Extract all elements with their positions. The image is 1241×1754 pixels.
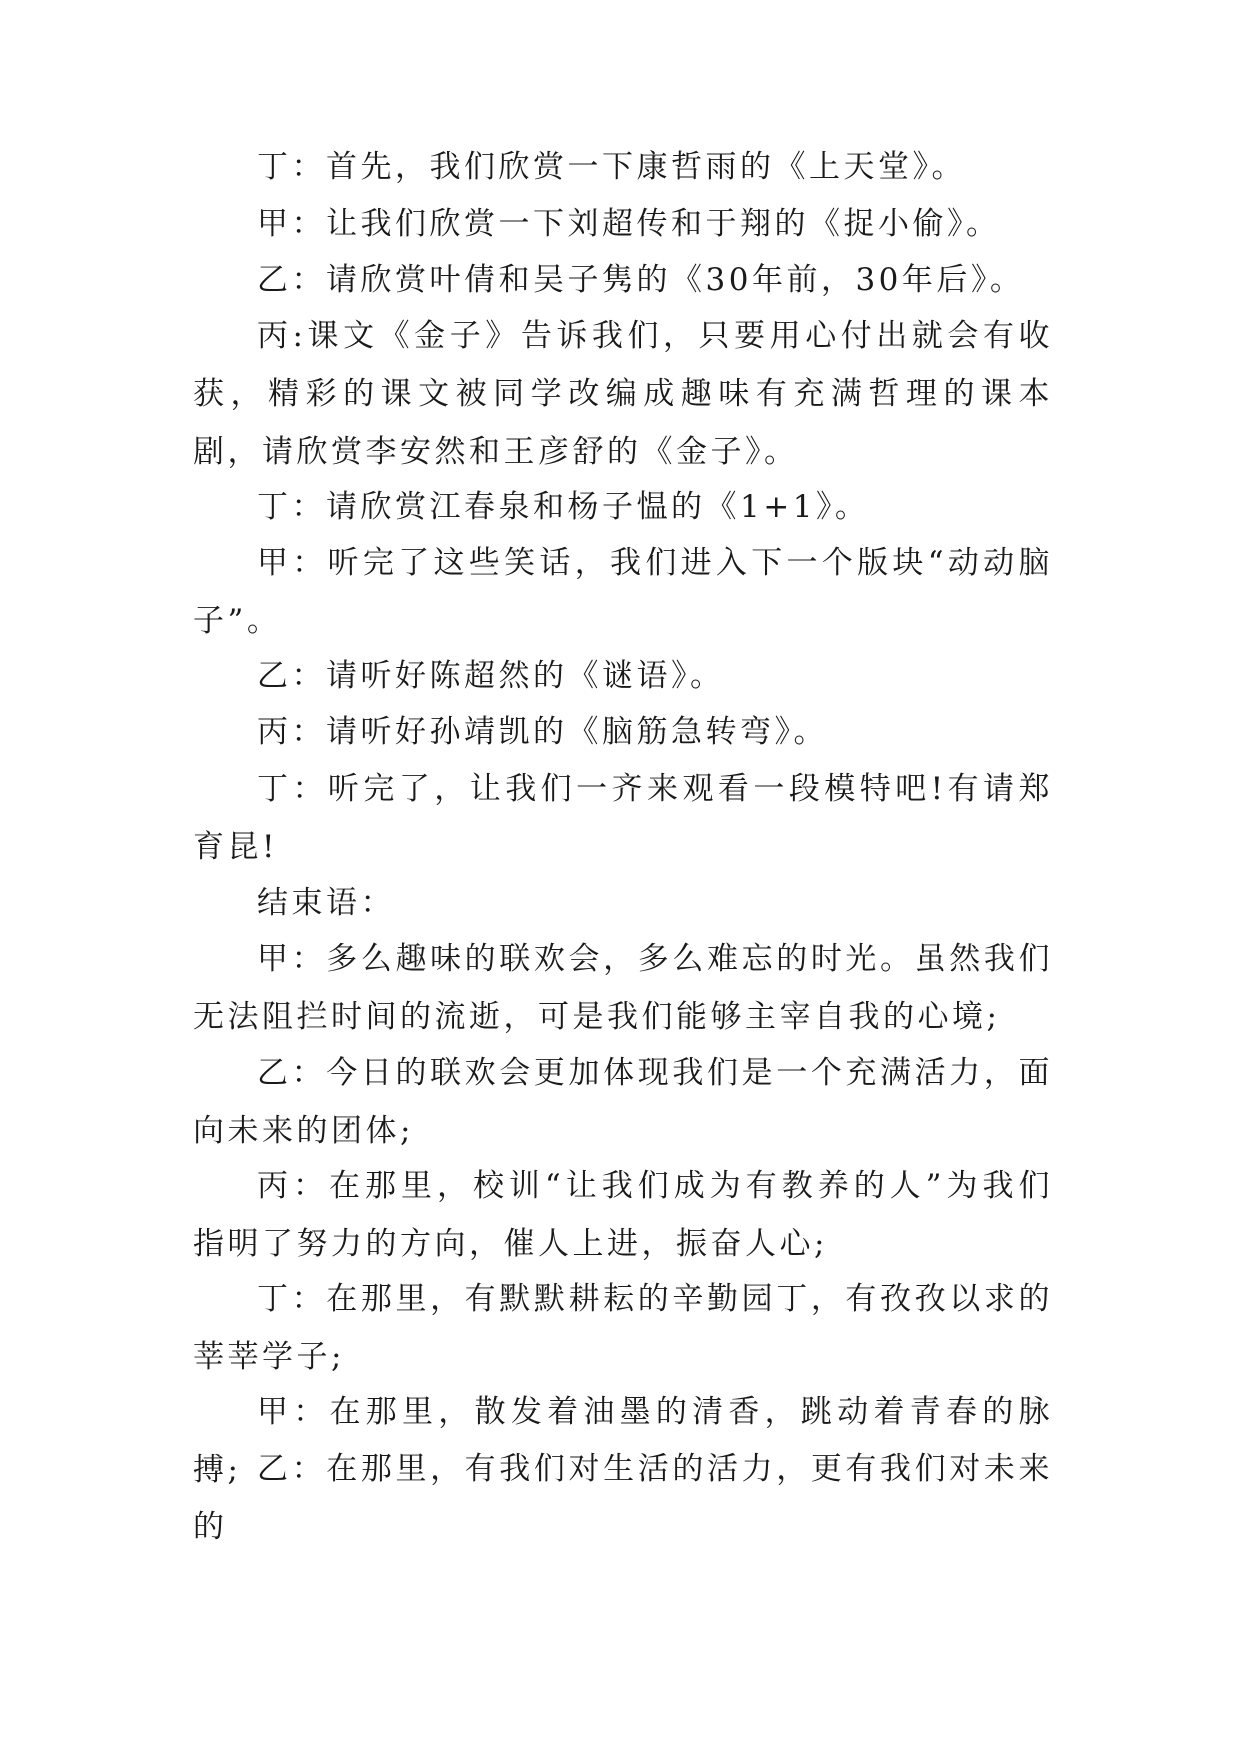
paragraph: 乙：请听好陈超然的《谜语》。	[257, 658, 725, 694]
paragraph: 丙：请听好孙靖凯的《脑筋急转弯》。	[257, 714, 828, 750]
paragraph: 丁：请欣赏江春泉和杨子愠的《1+1》。	[257, 489, 870, 525]
paragraph: 丁：在那里，有默默耕耘的辛勤园丁，有孜孜以求的莘莘学子;	[193, 1281, 1053, 1375]
paragraph: 甲：在那里，散发着油墨的清香，跳动着青春的脉搏;	[193, 1394, 1053, 1488]
paragraph: 甲：听完了这些笑话，我们进入下一个版块“动动脑子”。	[193, 545, 1053, 639]
paragraph: 乙：请欣赏叶倩和吴子隽的《30年前，30年后》。	[257, 262, 1025, 298]
paragraph: 乙：在那里，有我们对生活的活力，更有我们对未来的	[193, 1451, 1053, 1545]
paragraph: 丁：听完了，让我们一齐来观看一段模特吧!有请郑育昆!	[193, 771, 1053, 865]
section-heading: 结束语：	[257, 885, 395, 921]
paragraph: 丙:课文《金子》告诉我们，只要用心付出就会有收获，精彩的课文被同学改编成趣味有充满哲理的课本剧，请欣赏李安然和王彦舒的《金子》。	[193, 318, 1053, 470]
paragraph: 甲：让我们欣赏一下刘超传和于翔的《捉小偷》。	[257, 206, 1001, 242]
paragraph: 甲：多么趣味的联欢会，多么难忘的时光。虽然我们无法阻拦时间的流逝，可是我们能够主宰自我的心境;	[193, 941, 1053, 1035]
paragraph: 丁：首先，我们欣赏一下康哲雨的《上天堂》。	[257, 149, 966, 185]
paragraph: 乙：今日的联欢会更加体现我们是一个充满活力，面向未来的团体;	[193, 1055, 1053, 1149]
paragraph: 丙：在那里，校训“让我们成为有教养的人”为我们指明了努力的方向，催人上进，振奋人心;	[193, 1168, 1053, 1262]
